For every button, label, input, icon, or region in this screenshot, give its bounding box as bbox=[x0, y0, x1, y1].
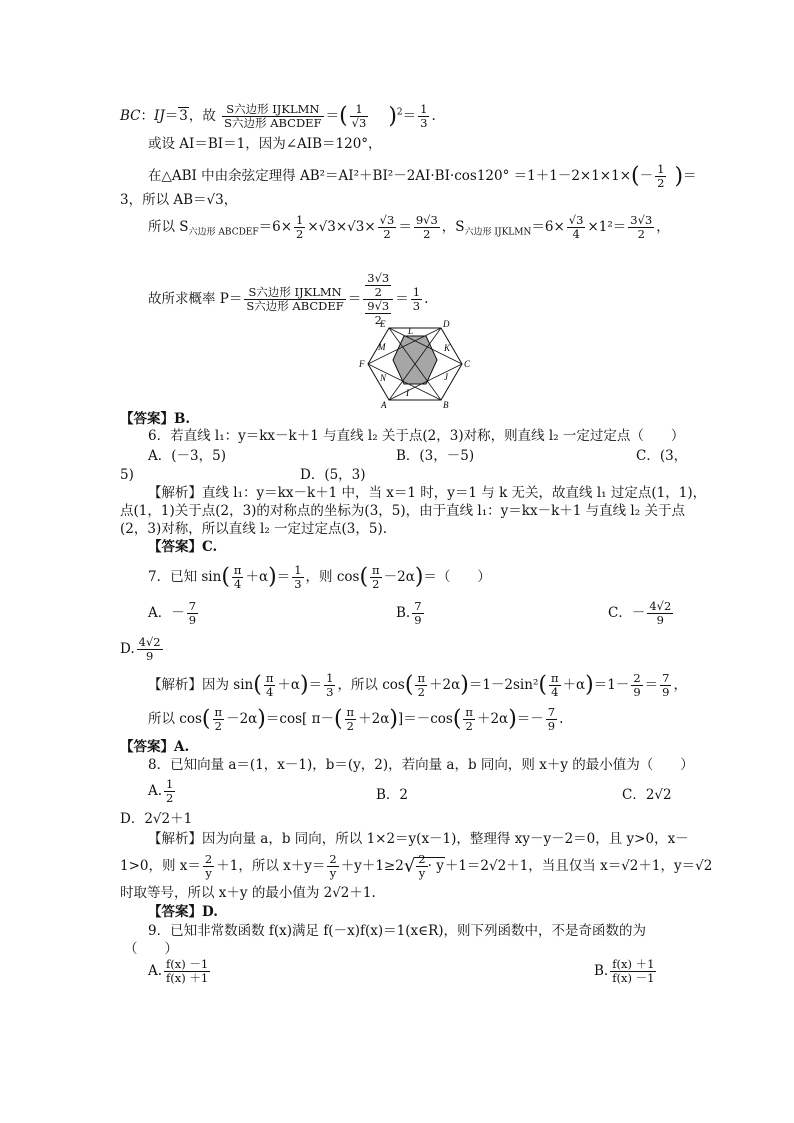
line-alt: 或设 AI＝BI＝1，因为∠AIB＝120°， bbox=[148, 136, 382, 152]
question-9: 9．已知非常数函数 f(x)满足 f(－x)f(x)＝1(x∈R)，则下列函数中，不是奇函数的为 bbox=[148, 923, 646, 939]
solution-8-line1: 【解析】因为向量 a，b 同向，所以 1×2＝y(x－1)，整理得 xy－y－2＝0，且 y>0，x－ bbox=[148, 831, 689, 847]
hexagon-figure bbox=[356, 318, 471, 410]
question-7: 7．已知 sin( $\frac{\pi}{4}$ ＋α)＝ $\frac{1}{3}$ ，则 cos( $\frac{\pi}{2}$ －2α)＝（ ） bbox=[148, 563, 491, 591]
q6-option-c: C．(3， bbox=[636, 448, 688, 464]
q8-option-d: D．2√2＋1 bbox=[120, 811, 193, 827]
q7-option-c: C．－ $\frac{4√2}{9}$ bbox=[608, 599, 672, 627]
label-D: D bbox=[443, 319, 450, 329]
label-F: F bbox=[359, 359, 365, 369]
label-L: L bbox=[408, 326, 414, 336]
question-8: 8．已知向量 a＝(1，x－1)，b＝(y，2)，若向量 a，b 同向，则 x＋y 的最小值为（ ） bbox=[148, 757, 694, 773]
label-E: E bbox=[380, 319, 386, 329]
q8-option-b: B．2 bbox=[376, 787, 409, 803]
question-6: 6．若直线 l₁：y＝kx－k＋1 与直线 l₂ 关于点(2，3)对称，则直线 l₂ 一定过定点（ ） bbox=[148, 428, 685, 444]
q6-option-b: B．(3，－5) bbox=[396, 448, 475, 464]
label-B: B bbox=[443, 400, 449, 410]
q8-option-a: A. $\frac{1}{2}$ bbox=[148, 777, 174, 805]
question-9-paren: （ ） bbox=[124, 941, 178, 957]
solution-7-line1: 【解析】因为 sin( $\frac{\pi}{4}$ ＋α)＝ $\frac{1}{3}$ ，所以 cos( $\frac{\pi}{2}$ ＋2α)＝1－2sin²( $\frac{\pi}{4}$ ＋α)＝1－ $\frac{2}{9}$ ＝ $\frac{7}{9}$ ， bbox=[148, 671, 687, 699]
q6-option-c-cont: 5) bbox=[120, 467, 134, 483]
solution-7-line2: 所以 cos( $\frac{\pi}{2}$ －2α)＝cos[ π－( $\frac{\pi}{2}$ ＋2α)]＝－cos( $\frac{\pi}{2}$ ＋2α)＝－ $\frac{7}{9}$ . bbox=[148, 705, 564, 733]
line-ratio: BC：IJ＝3，故 $\frac{\text{S六边形 IJKLMN}}{\text{S六边形 ABCDEF}}$ ＝( $\frac{1}{√3}$ )$^2$＝ $\frac{1}{3}$ . bbox=[120, 102, 436, 130]
label-M: M bbox=[378, 342, 386, 352]
solution-6-line1: 【解析】直线 l₁：y＝kx－k＋1 中，当 x＝1 时，y＝1 与 k 无关，故直线 l₁ 过定点(1，1)， bbox=[148, 485, 707, 501]
answer-5: 【答案】B. bbox=[120, 411, 191, 427]
q7-option-a: A．－ $\frac{7}{9}$ bbox=[148, 599, 197, 627]
q9-option-a: A. $\frac{f(x) -1}{f(x) +1}$ bbox=[148, 957, 209, 985]
q6-option-a: A．(－3，5) bbox=[148, 448, 226, 464]
line-cosine-law: 在△ABI 中由余弦定理得 AB²＝AI²＋BI²－2AI·BI·cos120° ＝1＋1－2×1×1×(－ $\frac{1}{2}$ )＝ bbox=[148, 162, 697, 190]
label-N: N bbox=[380, 373, 387, 383]
q6-option-d: D．(5，3) bbox=[300, 467, 366, 483]
answer-8: 【答案】D. bbox=[148, 904, 218, 920]
answer-7: 【答案】A. bbox=[120, 739, 190, 755]
label-K: K bbox=[444, 343, 451, 353]
line-probability: 故所求概率 P＝ $\frac{\text{S六边形 IJKLMN}}{\text{S六边形 ABCDEF}}$ ＝ $\frac{\frac{3√3}{2}}{\frac{9√3}{2}}$ ＝ $\frac{1}{3}$ . bbox=[148, 271, 429, 327]
line-ab: 3，所以 AB＝√3， bbox=[120, 192, 238, 208]
label-A: A bbox=[381, 400, 387, 410]
label-C: C bbox=[464, 359, 471, 369]
q7-option-d: D. $\frac{4√2}{9}$ bbox=[120, 635, 161, 663]
fraction-area: $\frac{\text{S六边形 IJKLMN}}{\text{S六边形 ABCDEF}}$ bbox=[224, 102, 322, 130]
line-areas: 所以 $S_{六边形 ABCDEF}=6\times$ $\frac{1}{2}$ ×√3×√3× $\frac{√3}{2}$ ＝ $\frac{9√3}{2}$ ，$S_{六边形 IJKLMN}=6\times$ $\frac{√3}{4}$ ×1²＝ $\frac{3√3}{2}$ ， bbox=[148, 213, 670, 241]
label-I: I bbox=[406, 388, 409, 398]
solution-6-line3: (2，3)对称，所以直线 l₂ 一定过定点(3，5). bbox=[120, 521, 388, 537]
q8-option-c: C．2√2 bbox=[622, 787, 672, 803]
solution-6-line2: 点(1，1)关于点(2，3)的对称点的坐标为(3，5)，由于直线 l₁：y＝kx－k＋1 与直线 l₂ 关于点 bbox=[120, 503, 685, 519]
solution-8-line3: 时取等号，所以 x＋y 的最小值为 2√2＋1. bbox=[120, 885, 376, 901]
answer-6: 【答案】C. bbox=[148, 539, 218, 555]
label-J: J bbox=[444, 372, 448, 382]
solution-8-line2: 1>0，则 x＝ $\frac{2}{y}$ ＋1，所以 x＋y＝ $\frac{2}{y}$ ＋y＋1≥2√ $\frac{2}{y}$ · y＋1＝2√2＋1，当且仅当 x＝√2＋1，y＝√2 bbox=[120, 852, 713, 880]
q9-option-b: B. $\frac{f(x) +1}{f(x) -1}$ bbox=[594, 957, 655, 985]
q7-option-b: B. $\frac{7}{9}$ bbox=[396, 599, 422, 627]
